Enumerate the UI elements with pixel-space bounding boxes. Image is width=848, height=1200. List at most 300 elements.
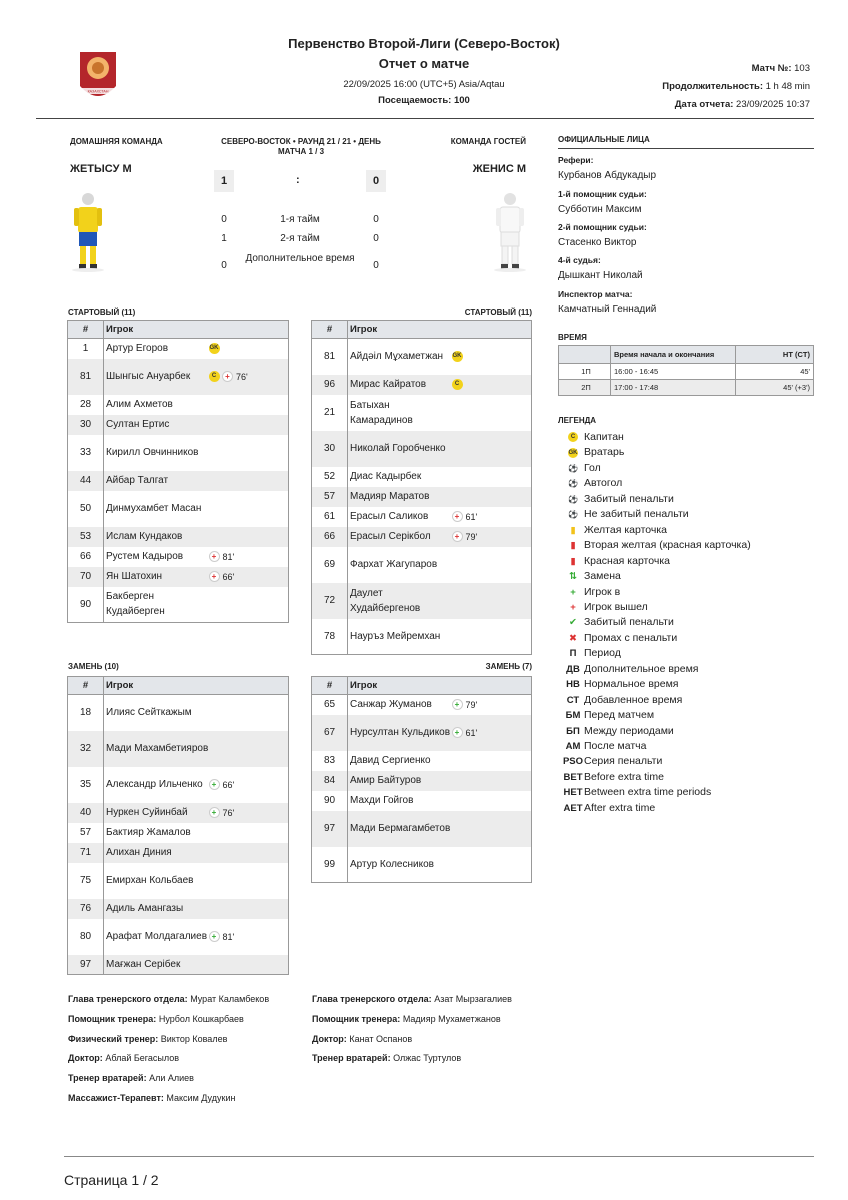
player-name: Артур Егоров [104,339,209,359]
player-events [209,547,289,567]
player-events [209,767,289,803]
staff-item [312,994,512,1004]
player-out-icon: + [222,371,233,382]
report-subtitle: Отчет о матче [378,56,470,71]
player-name: Диас Кадырбек [348,467,452,487]
player-number: 65 [312,695,348,715]
legend-label: Между периодами [584,724,674,737]
staff-item [312,1014,501,1024]
officials-title: ОФИЦИАЛЬНЫЕ ЛИЦА [558,135,650,144]
player-name: Александр Ильченко [104,767,209,803]
staff-item [68,994,269,1004]
player-row [68,863,289,899]
player-in-icon: + [452,727,463,738]
captain-icon: C [562,430,584,445]
legend-label: Вратарь [584,446,625,459]
time-range: 17:00 - 17:48 [611,380,736,396]
player-number: 66 [312,527,348,547]
player-name: Батыхан Камарадинов [348,395,452,431]
legend-item [562,739,646,754]
player-number: 78 [312,619,348,655]
staff-role: Помощник тренера: [68,1013,157,1024]
player-events [452,583,532,619]
player-row [312,791,532,811]
col-player: Игрок [104,321,289,339]
official-name: Субботин Максим [558,204,642,215]
legend-label: Автогол [584,477,623,490]
period-et-home: 0 [221,260,227,271]
official-name: Камчатный Геннадий [558,304,657,315]
extra-time-abbr: ДВ [566,663,580,675]
goalkeeper-icon: GK [209,343,220,354]
legend-item [562,646,621,661]
player-row [312,339,532,375]
player-row [68,823,289,843]
penalty-scored-icon: ⚽ [568,494,578,504]
legend-item [562,631,677,646]
legend-label: Серия пенальти [584,755,663,768]
home-kit-icon [70,190,106,279]
staff-role: Тренер вратарей: [68,1073,147,1084]
legend-label: Промах с пенальти [584,631,678,644]
player-row [68,359,289,395]
legend-label: Перед матчем [584,709,655,722]
player-name: Мағжан Серібек [104,955,209,975]
goalkeeper-icon: GK [568,449,578,456]
match-duration: Продолжительность: 1 h 48 min [662,81,810,92]
match-number: Матч №: 103 [751,63,810,74]
player-row [312,527,532,547]
staff-role: Тренер вратарей: [312,1053,391,1064]
legend-item [562,724,674,739]
period-et-label: Дополнительное время [245,253,355,264]
legend-label: Игрок вышел [584,600,648,613]
player-number: 90 [312,791,348,811]
col-num: # [68,677,104,695]
player-events [452,791,532,811]
player-row [312,811,532,847]
staff-role: Помощник тренера: [312,1013,401,1024]
player-number: 28 [68,395,104,415]
player-row [312,583,532,619]
period-2-away: 0 [373,233,379,244]
legend-label: После матча [584,740,647,752]
player-name: Мирас Кайратов [348,375,452,395]
player-row [68,587,289,623]
player-events [452,811,532,847]
round-info: СЕВЕРО-ВОСТОК • РАУНД 21 / 21 • ДЕНЬ МАТЧА 1 / 3 [221,137,381,156]
home-team-name: ЖЕТЫСУ М [70,163,132,175]
legend-label: Период [584,647,621,660]
player-name: Амир Байтуров [348,771,452,791]
staff-role: Глава тренерского отдела: [312,994,432,1004]
footer-divider [64,1156,814,1157]
page-number: Страница 1 / 2 [64,1172,159,1188]
player-name: Нурсултан Кульдиков [348,715,452,751]
player-events [452,847,532,883]
player-events [209,899,289,919]
time-period: 2П [559,380,611,396]
player-number: 81 [312,339,348,375]
player-number: 33 [68,435,104,471]
player-number: 84 [312,771,348,791]
player-row [68,435,289,471]
player-row [68,731,289,767]
official-name: Курбанов Абдукадыр [558,170,657,181]
official-name: Стасенко Виктор [558,237,637,248]
player-name: Давид Сергиенко [348,751,452,771]
player-out-icon: + [570,601,576,613]
player-events [452,619,532,655]
substitution-icon: ⇅ [569,571,577,583]
own-goal-icon: ⚽ [568,479,578,489]
time-range: 16:00 - 16:45 [611,364,736,380]
player-number: 57 [68,823,104,843]
svg-text:КАЗАХСТАН: КАЗАХСТАН [87,89,109,94]
player-events [452,487,532,507]
player-number: 1 [68,339,104,359]
period-et-away: 0 [373,260,379,271]
legend-label: After extra time [584,801,656,814]
event-minute: 81' [222,551,235,562]
legend-label: Желтая карточка [584,523,668,536]
player-events [209,359,289,395]
player-name: Ислам Кундаков [104,527,209,547]
legend-item [562,430,624,445]
player-name: Даулет Худайбергенов [348,583,452,619]
staff-name: Мадияр Мухаметжанов [402,1013,501,1024]
red-card-icon: ▮ [570,555,576,567]
player-number: 67 [312,715,348,751]
legend-item [562,785,711,800]
col-num: # [68,321,104,339]
time-row [559,364,814,380]
player-number: 96 [312,375,348,395]
player-name: Санжар Жуманов [348,695,452,715]
player-events [209,955,289,975]
away-starting-label: СТАРТОВЫЙ (11) [464,308,532,317]
away-team-name: ЖЕНИС М [472,163,526,175]
time-col-range: Время начала и окончания [611,346,736,364]
legend-label: Between extra time periods [584,786,712,799]
period-1-label: 1-я тайм [280,214,320,225]
player-events [452,547,532,583]
captain-icon: C [209,371,220,382]
player-name: Адиль Амангазы [104,899,209,919]
player-row [68,547,289,567]
time-col-period [559,346,611,364]
player-events [452,507,532,527]
official-role: Рефери: [558,155,594,165]
legend-label: Добавленное время [584,693,683,706]
legend-item [562,476,622,491]
time-table [558,345,814,396]
goal-icon: ⚽ [568,463,578,473]
player-in-icon: + [452,699,463,710]
penalty-scored-check-icon: ✔ [569,617,577,629]
staff-role: Массажист-Терапевт: [68,1093,164,1103]
staff-name: Нурбол Кошкарбаев [158,1013,244,1024]
event-minute: 81' [222,931,235,942]
player-events [452,695,532,715]
official-role: 4-й судья: [558,255,601,265]
staff-name: Мурат Каламбеков [190,994,270,1004]
home-team-label: ДОМАШНЯЯ КОМАНДА [70,137,163,146]
player-number: 30 [68,415,104,435]
officials-divider [558,148,814,149]
penalty-shootout-abbr: PSO [562,756,584,768]
staff-name: Азат Мырзагалиев [434,994,512,1004]
after-match-abbr: АМ [565,741,581,752]
player-out-icon: + [209,571,220,582]
player-number: 81 [68,359,104,395]
player-events [209,395,289,415]
player-events [209,695,289,731]
player-row [312,395,532,431]
event-minute: 66' [222,779,235,790]
player-name: Бакберген Кудайберген [104,587,209,623]
player-row [312,431,532,467]
player-row [68,919,289,955]
legend-item [562,754,662,769]
after-extra-time-abbr: AET [563,802,583,814]
player-number: 18 [68,695,104,731]
table-header [68,677,289,695]
player-events [209,415,289,435]
legend-item [562,554,670,569]
player-out-icon: + [209,551,220,562]
legend-item [562,507,689,522]
legend-item [562,523,667,538]
player-row [312,715,532,751]
player-events [209,823,289,843]
official-role: 1-й помощник судьи: [558,189,647,199]
away-starting-table [311,320,532,655]
player-in-icon: + [209,807,220,818]
col-num: # [312,677,348,695]
player-row [312,507,532,527]
player-number: 57 [312,487,348,507]
staff-item [68,1034,227,1044]
away-score: 0 [366,170,386,192]
legend-label: Не забитый пенальти [584,508,689,521]
player-events [452,771,532,791]
player-events [452,527,532,547]
legend-item [562,492,674,507]
legend-item [562,569,621,584]
player-name: Кирилл Овчинников [104,435,209,471]
staff-role: Доктор: [68,1053,103,1064]
legend-title: ЛЕГЕНДА [558,416,597,425]
player-row [312,467,532,487]
col-player: Игрок [348,321,532,339]
player-number: 70 [68,567,104,587]
player-number: 75 [68,863,104,899]
player-out-icon: + [452,511,463,522]
report-title: Первенство Второй-Лиги (Северо-Восток) [288,36,560,51]
player-events [209,731,289,767]
player-row [68,695,289,731]
staff-name: Али Алиев [149,1073,194,1084]
legend-label: Забитый пенальти [584,492,674,505]
before-match-abbr: БМ [565,710,581,722]
event-minute: 66' [222,571,235,582]
home-score: 1 [214,170,234,192]
player-number: 69 [312,547,348,583]
time-col-ht: HT (CT) [736,346,814,364]
staff-name: Олжас Туртулов [393,1053,462,1064]
legend-item [562,677,678,692]
staff-item [312,1053,461,1063]
player-row [68,395,289,415]
legend-label: Капитан [584,431,624,443]
staff-item [68,1093,235,1103]
player-number: 99 [312,847,348,883]
player-row [68,803,289,823]
between-extra-time-abbr: HET [563,787,583,799]
time-ht: 45' (+3') [736,380,814,396]
legend-label: Гол [584,461,601,474]
legend-label: Красная карточка [584,554,670,567]
official-role: Инспектор матча: [558,289,633,299]
col-player: Игрок [104,677,289,695]
staff-name: Максим Дудукин [166,1093,236,1103]
player-events [209,863,289,899]
player-row [312,547,532,583]
player-number: 97 [312,811,348,847]
player-number: 53 [68,527,104,547]
player-events [452,751,532,771]
player-row [68,415,289,435]
player-row [312,487,532,507]
player-events [452,395,532,431]
legend-item [562,585,620,600]
time-title: ВРЕМЯ [558,333,587,342]
event-minute: 61' [465,727,478,738]
legend-item [562,708,654,723]
period-2-home: 1 [221,233,227,244]
match-datetime: 22/09/2025 16:00 (UTC+5) Asia/Aqtau [343,79,505,90]
player-events [452,431,532,467]
player-number: 72 [312,583,348,619]
player-row [68,527,289,547]
report-date: Дата отчета: 23/09/2025 10:37 [674,99,810,110]
col-num: # [312,321,348,339]
player-name: Фархат Жагупаров [348,547,452,583]
player-row [68,767,289,803]
player-number: 76 [68,899,104,919]
player-events [209,527,289,547]
player-number: 83 [312,751,348,771]
player-name: Емирхан Кольбаев [104,863,209,899]
player-events [209,803,289,823]
time-period: 1П [559,364,611,380]
player-name: Ян Шатохин [104,567,209,587]
player-name: Айдәіл Мұхаметжан [348,339,452,375]
added-time-abbr: СТ [566,694,580,706]
player-number: 35 [68,767,104,803]
yellow-card-icon: ▮ [570,524,576,536]
table-header [312,321,532,339]
before-extra-time-abbr: BET [563,771,583,783]
player-name: Ерасыл Серікбол [348,527,452,547]
player-name: Илияс Сейткажым [104,695,209,731]
penalty-miss-cross-icon: ✖ [569,632,577,644]
player-row [68,843,289,863]
normal-time-abbr: НВ [566,679,580,691]
event-minute: 76' [236,371,248,382]
away-subs-label: ЗАМЕНЬ (7) [485,662,532,671]
table-header [68,321,289,339]
player-number: 44 [68,471,104,491]
time-row [559,380,814,396]
player-name: Мади Бермагамбетов [348,811,452,847]
captain-icon: C [452,379,463,390]
home-subs-label: ЗАМЕНЬ (10) [68,662,119,671]
legend-label: Нормальное время [584,678,679,691]
player-row [68,899,289,919]
player-row [312,751,532,771]
staff-name: Канат Оспанов [349,1033,413,1044]
away-kit-icon [492,190,528,279]
player-in-icon: + [209,931,220,942]
player-name: Мадияр Маратов [348,487,452,507]
home-starting-table [67,320,289,623]
staff-item [68,1014,244,1024]
legend-item [562,600,648,615]
col-player: Игрок [348,677,532,695]
period-1-home: 0 [221,214,227,225]
player-name: Артур Колесников [348,847,452,883]
player-row [68,491,289,527]
official-role: 2-й помощник судьи: [558,222,647,232]
player-row [312,619,532,655]
event-minute: 61' [465,511,478,522]
legend-item [562,461,601,476]
legend-label: Забитый пенальти [584,616,674,629]
staff-item [68,1053,179,1063]
player-out-icon: + [452,531,463,542]
legend-label: Замена [584,570,621,583]
player-events [452,375,532,395]
player-events [209,491,289,527]
player-number: 32 [68,731,104,767]
player-row [312,375,532,395]
player-events [452,467,532,487]
away-team-label: КОМАНДА ГОСТЕЙ [450,137,526,146]
event-minute: 76' [222,807,235,818]
player-row [68,567,289,587]
legend-item [562,615,674,630]
attendance: Посещаемость: 100 [378,95,470,106]
official-name: Дышкант Николай [558,270,643,281]
player-name: Нуркен Суйинбай [104,803,209,823]
legend-label: Игрок в [584,585,621,598]
player-row [312,847,532,883]
period-2-label: 2-я тайм [280,233,320,244]
staff-role: Глава тренерского отдела: [68,994,188,1004]
player-number: 52 [312,467,348,487]
player-name: Арафат Молдагалиев [104,919,209,955]
event-minute: 79' [465,531,478,542]
player-events [209,587,289,623]
event-minute: 79' [465,699,478,710]
player-name: Мади Махамбетияров [104,731,209,767]
staff-name: Аблай Бегасылов [105,1053,179,1064]
player-name: Алихан Диния [104,843,209,863]
player-number: 61 [312,507,348,527]
legend-label: Дополнительное время [584,662,699,675]
